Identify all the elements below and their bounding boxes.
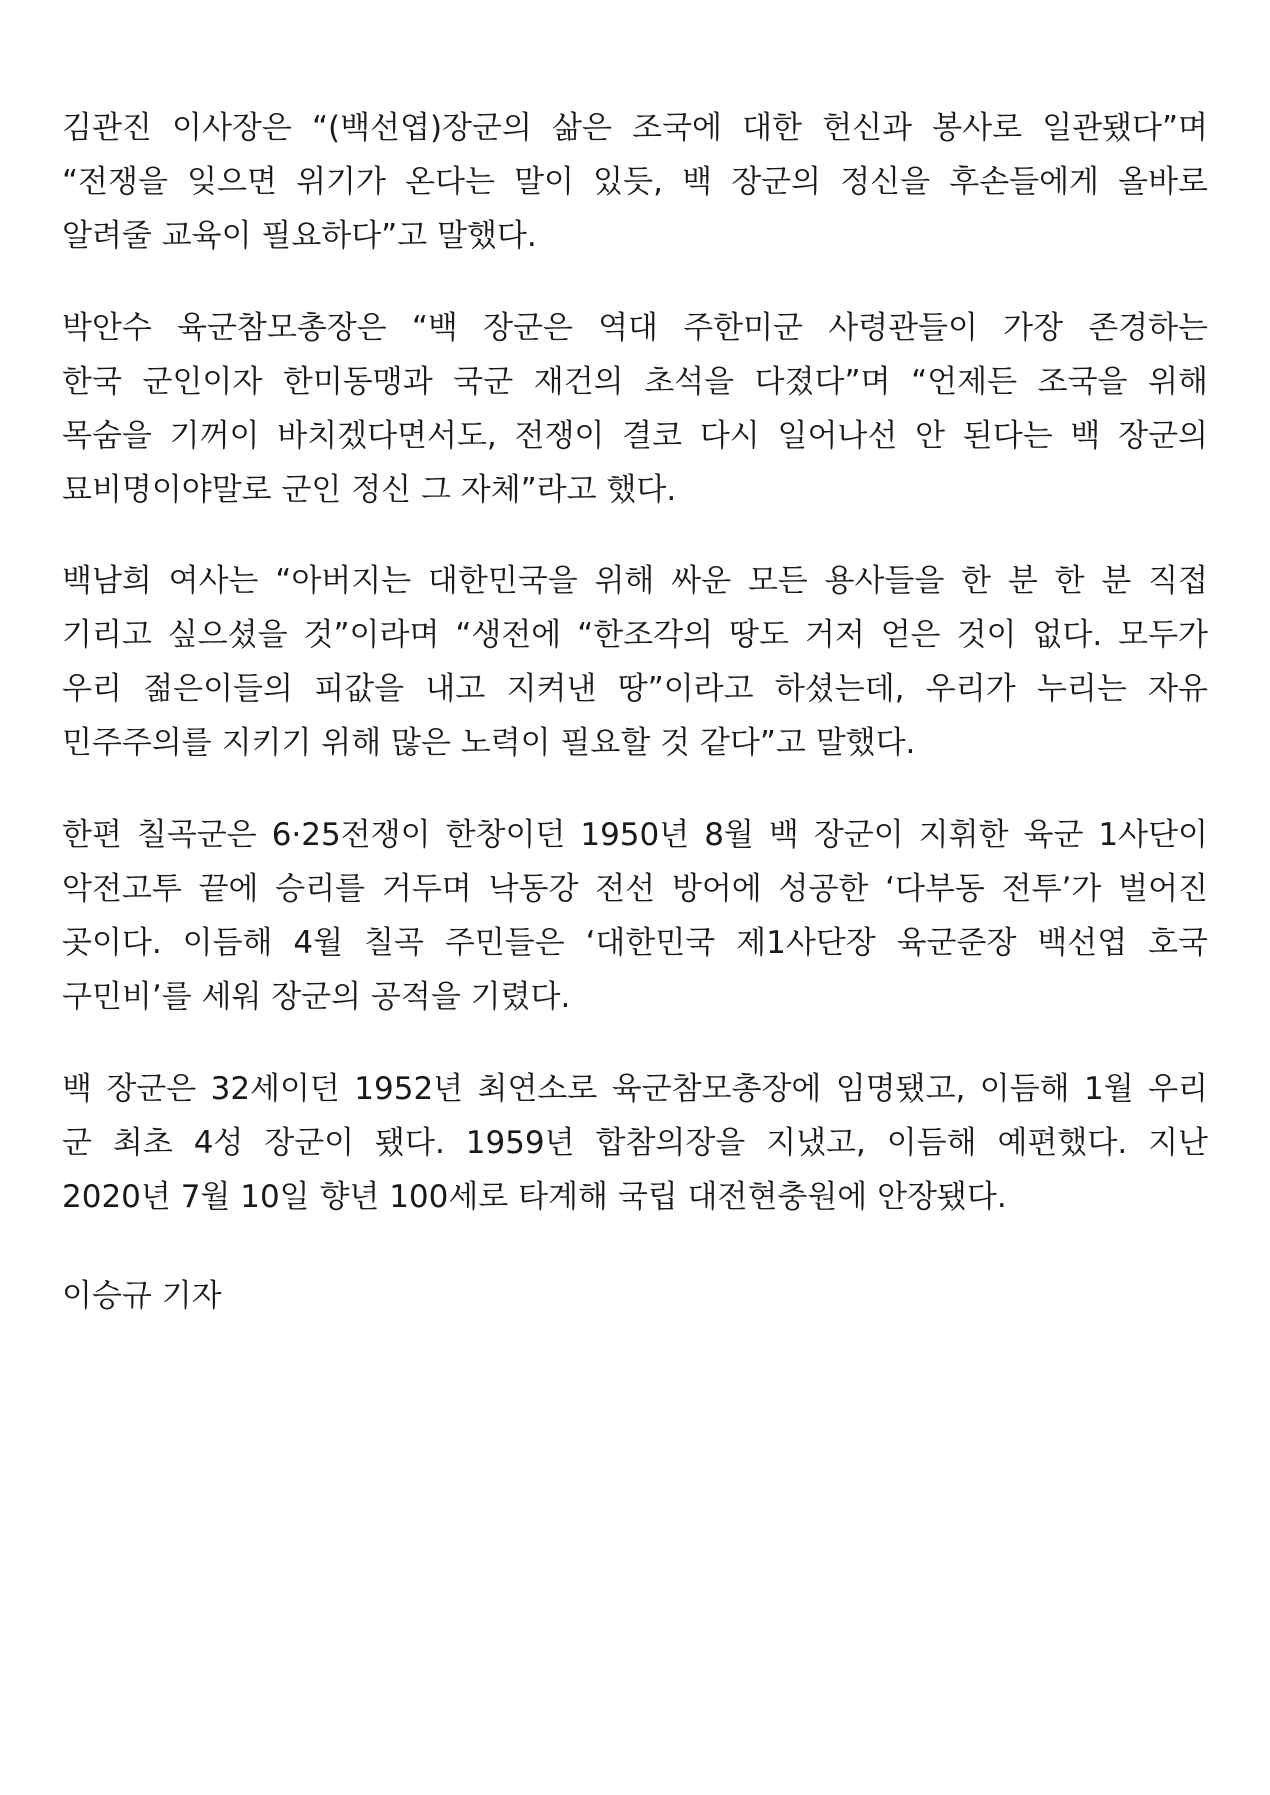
paragraph-line: 한국 군인이자 한미동맹과 국군 재건의 초석을 다졌다”며 “언제든 조국을 위해 [62,364,1208,400]
article-paragraph [62,808,1208,1024]
paragraph-line: 2020년 7월 10일 향년 100세로 타계해 국립 대전현충원에 안장됐다. [62,1179,1007,1215]
paragraph-line: 알려줄 교육이 필요하다”고 말했다. [62,218,537,254]
paragraph-line: 악전고투 끝에 승리를 거두며 낙동강 전선 방어에 성공한 ‘다부동 전투’가 벌어진 [62,871,1208,907]
reporter-name: 이승규 기자 [62,1278,222,1314]
paragraph-line: 곳이다. 이듬해 4월 칠곡 주민들은 ‘대한민국 제1사단장 육군준장 백선엽 호국 [62,925,1208,961]
paragraph-line: 기리고 싶으셨을 것”이라며 “생전에 “한조각의 땅도 거저 얻은 것이 없다. 모두가 [62,617,1208,653]
paragraph-line: 목숨을 기꺼이 바치겠다면서도, 전쟁이 결코 다시 일어나선 안 된다는 백 장군의 [62,418,1208,454]
paragraph-line: 백남희 여사는 “아버지는 대한민국을 위해 싸운 모든 용사들을 한 분 한 분 직접 [62,563,1208,599]
paragraph-line: 김관진 이사장은 “(백선엽)장군의 삶은 조국에 대한 헌신과 봉사로 일관됐다”며 [62,110,1208,146]
byline [62,1269,1208,1323]
article-paragraph [62,301,1208,517]
paragraph-line: 민주주의를 지키기 위해 많은 노력이 필요할 것 같다”고 말했다. [62,725,916,761]
paragraph-line: “전쟁을 잊으면 위기가 온다는 말이 있듯, 백 장군의 정신을 후손들에게 올바로 [62,164,1208,200]
paragraph-line: 구민비’를 세워 장군의 공적을 기렸다. [62,979,571,1015]
paragraph-line: 우리 젊은이들의 피값을 내고 지켜낸 땅”이라고 하셨는데, 우리가 누리는 자유 [62,671,1208,707]
article-paragraph [62,554,1208,770]
paragraph-line: 묘비명이야말로 군인 정신 그 자체”라고 했다. [62,472,677,508]
paragraph-line: 박안수 육군참모총장은 “백 장군은 역대 주한미군 사령관들이 가장 존경하는 [62,310,1208,346]
article-paragraph [62,101,1208,263]
article-paragraph [62,1062,1208,1224]
paragraph-line: 한편 칠곡군은 6·25전쟁이 한창이던 1950년 8월 백 장군이 지휘한 육군 1사단이 [62,817,1208,853]
paragraph-line: 백 장군은 32세이던 1952년 최연소로 육군참모총장에 임명됐고, 이듬해 1월 우리 [62,1071,1208,1107]
paragraph-line: 군 최초 4성 장군이 됐다. 1959년 합참의장을 지냈고, 이듬해 예편했다. 지난 [62,1125,1208,1161]
